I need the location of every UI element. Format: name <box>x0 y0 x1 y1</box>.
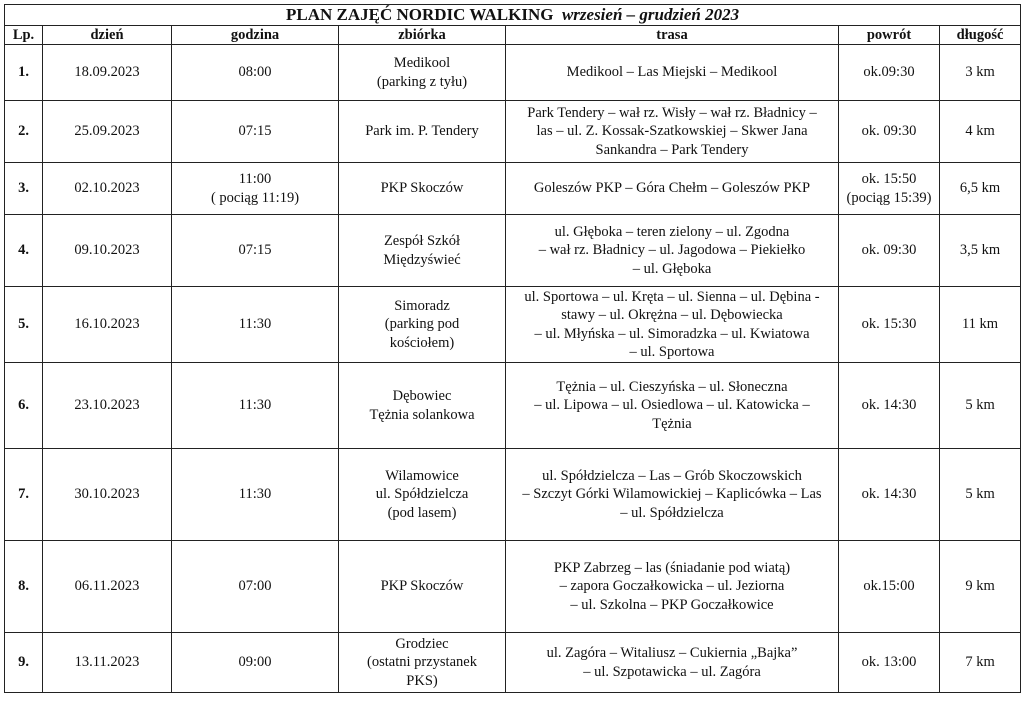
table-row <box>5 449 1021 541</box>
cell-line: las – ul. Z. Kossak-Szatkowskiej – Skwer Jana <box>536 123 808 140</box>
cell-line: (parking z tyłu) <box>376 73 468 90</box>
cell-line: ul. Spółdzielcza <box>375 486 469 503</box>
cell-line: ok. 15:30 <box>861 316 917 333</box>
cell-line: ul. Głęboka – teren zielony – ul. Zgodna <box>554 223 790 240</box>
cell-line: – ul. Młyńska – ul. Simoradzka – ul. Kwiatowa <box>534 325 810 342</box>
cell-day: 13.11.2023 <box>43 633 172 693</box>
cell-lp: 5. <box>5 287 43 363</box>
cell-line: 07:00 <box>238 578 272 595</box>
cell-line: Medikool – Las Miejski – Medikool <box>566 64 778 81</box>
schedule-table <box>4 4 1021 693</box>
cell-line: – ul. Lipowa – ul. Osiedlowa – ul. Katowicka – <box>534 397 810 414</box>
table-row <box>5 287 1021 363</box>
cell-hour <box>172 215 339 287</box>
cell-return <box>839 541 940 633</box>
cell-line: ul. Zagóra – Witaliusz – Cukiernia „Bajka” <box>546 645 798 661</box>
cell-day: 09.10.2023 <box>43 215 172 287</box>
cell-line: ok. 09:30 <box>861 123 917 140</box>
cell-route <box>506 633 839 693</box>
cell-lp: 1. <box>5 45 43 101</box>
cell-hour <box>172 287 339 363</box>
cell-line: ul. Spółdzielcza – Las – Grób Skoczowskich <box>542 467 802 484</box>
cell-line: 09:00 <box>238 654 272 671</box>
cell-day: 25.09.2023 <box>43 101 172 163</box>
table-row <box>5 215 1021 287</box>
page-title <box>5 5 1021 26</box>
cell-meeting <box>339 541 506 633</box>
cell-line: – ul. Szkolna – PKP Goczałkowice <box>570 596 774 613</box>
cell-line: – zapora Goczałkowicka – ul. Jeziorna <box>559 578 785 595</box>
cell-return <box>839 287 940 363</box>
cell-line: Dębowiec <box>392 388 452 404</box>
column-header-return: powrót <box>839 26 940 45</box>
cell-line: 07:15 <box>238 242 272 259</box>
title-row <box>5 5 1021 26</box>
cell-route <box>506 45 839 101</box>
cell-line: ok. 15:50 <box>861 171 917 187</box>
cell-line: Tężnia <box>652 415 692 432</box>
cell-line: PKP Skoczów <box>380 578 464 595</box>
table-row <box>5 101 1021 163</box>
cell-meeting <box>339 363 506 449</box>
cell-lp: 7. <box>5 449 43 541</box>
cell-line: – Szczyt Górki Wilamowickiej – Kaplicówka – Las <box>522 486 822 503</box>
cell-day: 23.10.2023 <box>43 363 172 449</box>
table-row <box>5 633 1021 693</box>
cell-line: 11:30 <box>238 397 272 414</box>
cell-return <box>839 215 940 287</box>
cell-meeting <box>339 633 506 693</box>
cell-length: 9 km <box>940 541 1021 633</box>
cell-line: – ul. Spółdzielcza <box>620 504 724 521</box>
cell-line: PKS) <box>406 672 438 689</box>
cell-line: Grodziec <box>395 635 449 652</box>
cell-line: Wilamowice <box>385 467 459 484</box>
cell-lp: 9. <box>5 633 43 693</box>
cell-line: PKP Skoczów <box>380 180 464 197</box>
cell-length: 5 km <box>940 449 1021 541</box>
column-header-length: długość <box>940 26 1021 45</box>
cell-line: kościołem) <box>389 334 455 351</box>
cell-route <box>506 449 839 541</box>
cell-route <box>506 163 839 215</box>
cell-day: 18.09.2023 <box>43 45 172 101</box>
cell-route <box>506 287 839 363</box>
cell-return <box>839 633 940 693</box>
cell-line: – ul. Sportowa <box>629 344 715 360</box>
cell-line: ok. 14:30 <box>861 397 917 414</box>
cell-line: – wał rz. Bładnicy – ul. Jagodowa – Piekiełko <box>538 242 806 259</box>
cell-line: Tężnia solankowa <box>369 406 475 423</box>
cell-hour <box>172 45 339 101</box>
column-header-row <box>5 26 1021 45</box>
cell-hour <box>172 163 339 215</box>
cell-line: Goleszów PKP – Góra Chełm – Goleszów PKP <box>533 180 811 197</box>
cell-line: Sankandra – Park Tendery <box>595 141 749 158</box>
column-header-route: trasa <box>506 26 839 45</box>
cell-line: ok.09:30 <box>863 64 915 81</box>
title-main: PLAN ZAJĘĆ NORDIC WALKING <box>285 5 554 24</box>
cell-line: (parking pod <box>384 316 460 333</box>
cell-lp: 8. <box>5 541 43 633</box>
cell-meeting <box>339 101 506 163</box>
cell-line: Medikool <box>393 55 451 71</box>
cell-lp: 6. <box>5 363 43 449</box>
cell-length: 5 km <box>940 363 1021 449</box>
cell-meeting <box>339 163 506 215</box>
cell-line: – ul. Szpotawicka – ul. Zagóra <box>583 663 761 680</box>
cell-line: stawy – ul. Okrężna – ul. Dębowiecka <box>561 307 783 323</box>
cell-route <box>506 215 839 287</box>
table-row <box>5 363 1021 449</box>
cell-return <box>839 449 940 541</box>
cell-return <box>839 45 940 101</box>
cell-line: – ul. Głęboka <box>632 260 712 277</box>
cell-line: Park im. P. Tendery <box>365 123 479 140</box>
cell-line: ul. Sportowa – ul. Kręta – ul. Sienna – ul. Dębina - <box>524 288 820 305</box>
table-row <box>5 45 1021 101</box>
cell-meeting <box>339 215 506 287</box>
cell-line: ok.15:00 <box>863 578 915 595</box>
cell-length: 3,5 km <box>940 215 1021 287</box>
cell-hour <box>172 101 339 163</box>
cell-day: 16.10.2023 <box>43 287 172 363</box>
cell-lp: 2. <box>5 101 43 163</box>
cell-line: 08:00 <box>238 64 272 81</box>
table-row <box>5 541 1021 633</box>
cell-line: ok. 14:30 <box>861 486 917 503</box>
cell-hour <box>172 541 339 633</box>
cell-line: ok. 09:30 <box>861 242 917 259</box>
cell-line: (pociąg 15:39) <box>846 189 932 206</box>
cell-lp: 4. <box>5 215 43 287</box>
cell-line: 07:15 <box>238 123 272 140</box>
cell-length: 3 km <box>940 45 1021 101</box>
cell-line: Zespół Szkół <box>383 233 461 249</box>
cell-line: (ostatni przystanek <box>367 654 477 671</box>
cell-meeting <box>339 45 506 101</box>
cell-length: 4 km <box>940 101 1021 163</box>
cell-line: 11:30 <box>238 316 272 333</box>
cell-line: ok. 13:00 <box>861 654 917 671</box>
cell-length: 11 km <box>940 287 1021 363</box>
cell-return <box>839 101 940 163</box>
cell-length: 6,5 km <box>940 163 1021 215</box>
cell-line: ( pociąg 11:19) <box>210 189 300 206</box>
cell-day: 30.10.2023 <box>43 449 172 541</box>
column-header-meeting: zbiórka <box>339 26 506 45</box>
cell-line: (pod lasem) <box>387 504 457 521</box>
cell-return <box>839 363 940 449</box>
column-header-day: dzień <box>43 26 172 45</box>
cell-line: Park Tendery – wał rz. Wisły – wał rz. Bładnicy – <box>527 104 817 121</box>
cell-route <box>506 541 839 633</box>
cell-hour <box>172 363 339 449</box>
cell-line: Tężnia – ul. Cieszyńska – ul. Słoneczna <box>556 378 788 395</box>
cell-hour <box>172 449 339 541</box>
cell-meeting <box>339 287 506 363</box>
cell-line: Simoradz <box>394 297 450 314</box>
cell-day: 06.11.2023 <box>43 541 172 633</box>
cell-meeting <box>339 449 506 541</box>
table-row <box>5 163 1021 215</box>
cell-route <box>506 101 839 163</box>
schedule-body <box>5 45 1021 693</box>
column-header-hour: godzina <box>172 26 339 45</box>
column-header-lp: Lp. <box>5 26 43 45</box>
cell-line: PKP Zabrzeg – las (śniadanie pod wiatą) <box>553 559 791 576</box>
cell-hour <box>172 633 339 693</box>
cell-return <box>839 163 940 215</box>
cell-line: 11:00 <box>238 171 272 187</box>
cell-line: 11:30 <box>238 486 272 503</box>
cell-route <box>506 363 839 449</box>
title-period: wrzesień – grudzień 2023 <box>561 5 740 24</box>
cell-day: 02.10.2023 <box>43 163 172 215</box>
cell-length: 7 km <box>940 633 1021 693</box>
cell-line: Międzyświeć <box>383 251 461 268</box>
cell-lp: 3. <box>5 163 43 215</box>
